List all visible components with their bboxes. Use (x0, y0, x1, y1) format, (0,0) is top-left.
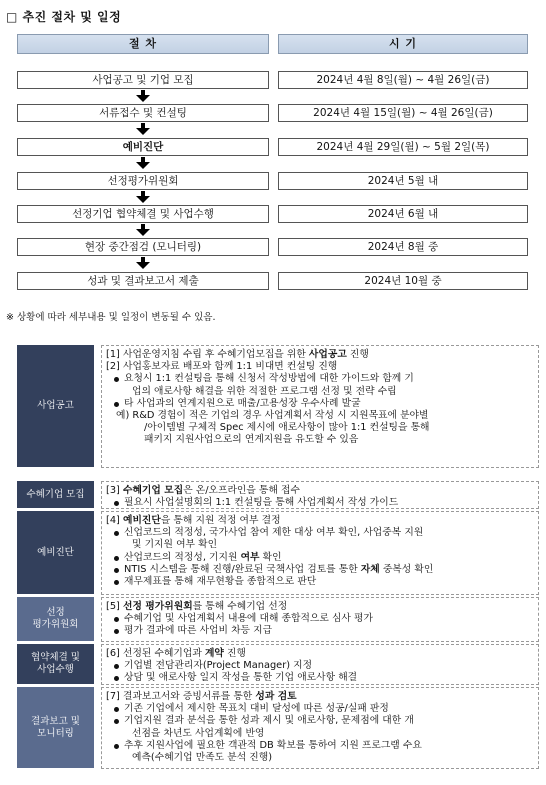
content-line: 예) R&D 경험이 적은 기업의 경우 사업계획서 작성 시 지원목표에 분야별 (116, 410, 429, 422)
step-period: 2024년 10월 중 (278, 272, 528, 290)
bullet-item: 산업코드의 적정성, 기지원 여부 확인 (106, 552, 534, 564)
section-label (17, 687, 94, 769)
step-period: 2024년 4월 8일(월) ~ 4월 26일(금) (278, 71, 528, 89)
down-arrow-icon (136, 90, 150, 102)
bullet-icon (114, 707, 119, 712)
schedule-note: ※ 상황에 따라 세부내용 및 일정이 변동될 수 있음. (6, 312, 216, 323)
bullet-item: 신업코드의 적정성, 국가사업 참여 제한 대상 여부 확인, 사업중복 지원 (106, 527, 534, 539)
procedure-step: 서류접수 및 컨설팅 (17, 104, 269, 122)
procedure-step: 선정평가위원회 (17, 172, 269, 190)
content-line: [3] 수혜기업 모집은 온/오프라인을 통해 접수 (106, 485, 300, 496)
section-label-text: 결과보고 및 모니터링 (31, 715, 80, 739)
step-period: 2024년 8월 중 (278, 238, 528, 256)
bullet-item: 기업지원 결과 분석을 통한 성과 제시 및 애로사항, 문제점에 대한 개 (106, 715, 534, 727)
section-label (17, 644, 94, 685)
section-content (101, 481, 539, 509)
content-line: [6] 선정된 수혜기업과 계약 진행 (106, 648, 246, 659)
bullet-icon (114, 377, 119, 382)
bullet-item: 평가 결과에 따른 사업비 차등 지급 (106, 625, 534, 637)
section-label-text: 선정 평가위원회 (32, 607, 79, 630)
procedure-step: 성과 및 결과보고서 제출 (17, 272, 269, 290)
bullet-item: 요청시 1:1 컨설팅을 통해 신청서 작성방법에 대한 가이드와 함께 기 (106, 373, 534, 385)
content-line: [7] 결과보고서와 증빙서류를 통한 성과 검토 (106, 691, 297, 702)
bullet-icon (114, 531, 119, 536)
bullet-item: 상담 및 애로사항 일지 작성을 통한 기업 애로사항 해결 (106, 672, 534, 684)
bullet-icon (114, 580, 119, 585)
down-arrow-icon (136, 191, 150, 203)
bullet-icon (114, 664, 119, 669)
step-period: 2024년 6월 내 (278, 205, 528, 223)
section-label (17, 597, 94, 642)
bullet-item: 재무제표를 통해 재무현황을 종합적으로 판단 (106, 576, 534, 588)
procedure-header: 절 차 (17, 34, 269, 54)
down-arrow-icon (136, 123, 150, 135)
content-line: [5] 선정 평가위원회를 통해 수혜기업 선정 (106, 601, 288, 612)
bullet-item: 타 사업과의 연계지원으로 매출/고용성장 우수사례 발굴 (106, 398, 534, 410)
content-line: [2] 사업홍보자료 배포와 함께 1:1 비대면 컨설팅 진행 (106, 361, 338, 373)
bullet-item: 기존 기업에서 제시한 목표치 대비 달성에 따른 성공/실패 판정 (106, 703, 534, 715)
section-label-text: 사업공고 (37, 400, 74, 411)
section-content (101, 511, 539, 595)
procedure-step: 예비진단 (17, 138, 269, 156)
procedure-step: 선정기업 협약체결 및 사업수행 (17, 205, 269, 223)
content-line: 선점을 차년도 사업계획에 반영 (132, 727, 265, 739)
down-arrow-icon (136, 257, 150, 269)
section-title: □ 추진 절차 및 일정 (6, 10, 122, 24)
down-arrow-icon (136, 224, 150, 236)
content-line: /아이템별 구체적 Spec 제시에 애로사항이 많아 1:1 컨설팅을 통해 (144, 422, 430, 434)
step-period: 2024년 5월 내 (278, 172, 528, 190)
bullet-icon (114, 629, 119, 634)
section-content (101, 597, 539, 642)
section-content (101, 345, 539, 468)
bullet-icon (114, 676, 119, 681)
content-line: [4] 예비진단을 통해 지원 적정 여부 결정 (106, 515, 281, 526)
section-label (17, 481, 94, 509)
bullet-item: 추후 지원사업에 필요한 객관적 DB 확보를 통하여 지원 프로그램 수요 (106, 740, 534, 752)
section-label-text: 예비진단 (37, 546, 74, 558)
section-content (101, 644, 539, 685)
bullet-icon (114, 556, 119, 561)
section-label-text: 수혜기업 모집 (26, 488, 85, 500)
step-period: 2024년 4월 15일(월) ~ 4월 26일(금) (278, 104, 528, 122)
section-label (17, 511, 94, 595)
bullet-icon (114, 617, 119, 622)
bullet-icon (114, 402, 119, 407)
content-line: 업의 애로사항 해결을 위한 적절한 프로그램 선정 및 전략 수립 (132, 385, 397, 397)
section-label (17, 345, 94, 468)
down-arrow-icon (136, 157, 150, 169)
bullet-icon (114, 501, 119, 506)
bullet-item: NTIS 시스템을 통해 진행/완료된 국책사업 검토를 통한 자체 중복성 확인 (106, 564, 534, 576)
bullet-item: 필요시 사업설명회의 1:1 컨설팅을 통해 사업계획서 작성 가이드 (106, 497, 534, 509)
content-line: 및 기지원 여부 확인 (132, 539, 218, 551)
procedure-step: 사업공고 및 기업 모집 (17, 71, 269, 89)
bullet-item: 수혜기업 및 사업계획서 내용에 대해 종합적으로 심사 평가 (106, 613, 534, 625)
step-period: 2024년 4월 29일(월) ~ 5월 2일(목) (278, 138, 528, 156)
bullet-icon (114, 719, 119, 724)
section-label-text: 협약체결 및 사업수행 (31, 652, 80, 675)
section-content (101, 687, 539, 769)
content-line: 패키지 지원사업으로의 연계지원을 유도할 수 있음 (144, 434, 359, 446)
bullet-item: 기업별 전담관리자(Project Manager) 지정 (106, 660, 534, 672)
timing-header: 시 기 (278, 34, 528, 54)
bullet-icon (114, 744, 119, 749)
procedure-step: 현장 중간점검 (모니터링) (17, 238, 269, 256)
bullet-icon (114, 568, 119, 573)
content-line: 예측(수혜기업 만족도 분석 진행) (132, 752, 273, 764)
content-line: [1] 사업운영지침 수립 후 수혜기업모집을 위한 사업공고 진행 (106, 349, 369, 360)
